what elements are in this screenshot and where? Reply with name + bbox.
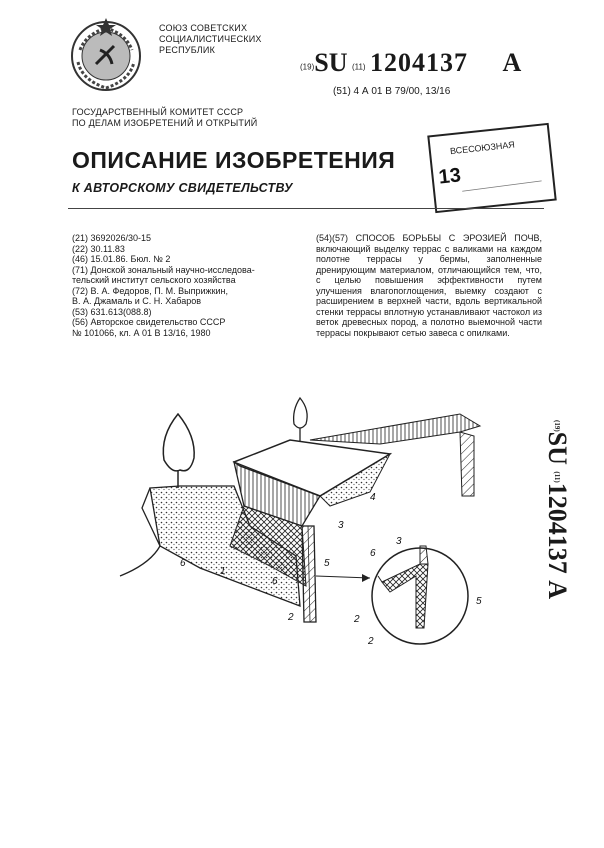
callout-label: 6 [370, 548, 376, 559]
callout-label: 6 [272, 576, 278, 587]
bibliographic-data [72, 233, 307, 338]
patent-number: 1204137 [370, 48, 469, 77]
state-line: СОЦИАЛИСТИЧЕСКИХ [159, 34, 262, 44]
biblio-line: (21) 3692026/30-15 [72, 233, 152, 243]
biblio-line: (22) 30.11.83 [72, 243, 125, 254]
side-number-text [542, 420, 572, 599]
callout-label: 3 [396, 536, 402, 547]
callout-label: 2 [354, 614, 360, 625]
side-publication-number [536, 420, 576, 680]
state-line: РЕСПУБЛИК [159, 45, 216, 55]
technical-drawing [120, 396, 480, 656]
callout-label: 5 [324, 558, 330, 569]
state-name [159, 23, 269, 56]
callout-label: 1 [220, 566, 226, 577]
biblio-line: В. А. Джамаль и С. Н. Хабаров [72, 296, 202, 306]
side-kind: A [543, 580, 572, 599]
callout-label: 4 [370, 492, 376, 503]
document-subtitle: К АВТОРСКОМУ СВИДЕТЕЛЬСТВУ [72, 181, 293, 195]
callout-label: 2 [288, 612, 294, 623]
stamp-text: ВСЕСОЮЗНАЯ [449, 139, 516, 157]
side-number: 1204137 [543, 482, 572, 574]
biblio-line: (71) Донской зональный научно-исследова- [72, 264, 255, 275]
committee-line: ПО ДЕЛАМ ИЗОБРЕТЕНИЙ И ОТКРЫТИЙ [72, 118, 258, 128]
country-code: SU [314, 48, 348, 77]
number-tag: (11) [351, 62, 366, 72]
ipc-classification: (51) 4 А 01 В 79/00, 13/16 [333, 86, 451, 97]
country-code-tag: (19) [300, 62, 315, 72]
state-line: СОЮЗ СОВЕТСКИХ [159, 23, 248, 33]
biblio-line: (72) В. А. Федоров, П. М. Выприжкин, [72, 285, 229, 296]
tree-left [163, 414, 194, 471]
side-country: SU [543, 431, 572, 465]
biblio-line: № 101066, кл. А 01 В 13/16, 1980 [72, 327, 211, 338]
side-tag: (19) [553, 420, 561, 432]
callout-label: 6 [180, 558, 186, 569]
biblio-line: (56) Авторское свидетельство СССР [72, 317, 226, 327]
abstract-text: (54)(57) СПОСОБ БОРЬБЫ С ЭРОЗИЕЙ ПОЧВ, включающий выделку террас с валиками на каждом полотне террасы у бермы, заполненные дренирующим материалом, отличающийся тем, что, с целью повышения эффективности путем улучшения влагопоглощения, выемку создают с расширением в верхней части, вдоль вертикальной стенки террасы вплотную устанавливают частокол из веток древесных пород, а полотно выемочной части террасы покрывают сетью завеса с опилками. [316, 233, 542, 338]
library-stamp [426, 122, 558, 215]
stamp-number: 13 [437, 164, 462, 189]
header-divider [68, 208, 544, 209]
tree-right [294, 398, 308, 428]
biblio-line: (53) 631.613(088.8) [72, 306, 152, 317]
state-emblem [66, 14, 146, 94]
kind-code: A [502, 48, 522, 77]
document-title: ОПИСАНИЕ ИЗОБРЕТЕНИЯ [72, 147, 396, 173]
callout-label: 5 [476, 596, 482, 607]
callout-label: 3 [338, 520, 344, 531]
biblio-line: (46) 15.01.86. Бюл. № 2 [72, 254, 171, 264]
side-tag: (11) [553, 471, 561, 483]
callout-label: 2 [368, 636, 374, 647]
committee-line: ГОСУДАРСТВЕННЫЙ КОМИТЕТ СССР [72, 107, 244, 117]
publication-number [300, 48, 590, 78]
committee-name [72, 107, 292, 129]
biblio-line: тельский институт сельского хозяйства [72, 275, 236, 285]
